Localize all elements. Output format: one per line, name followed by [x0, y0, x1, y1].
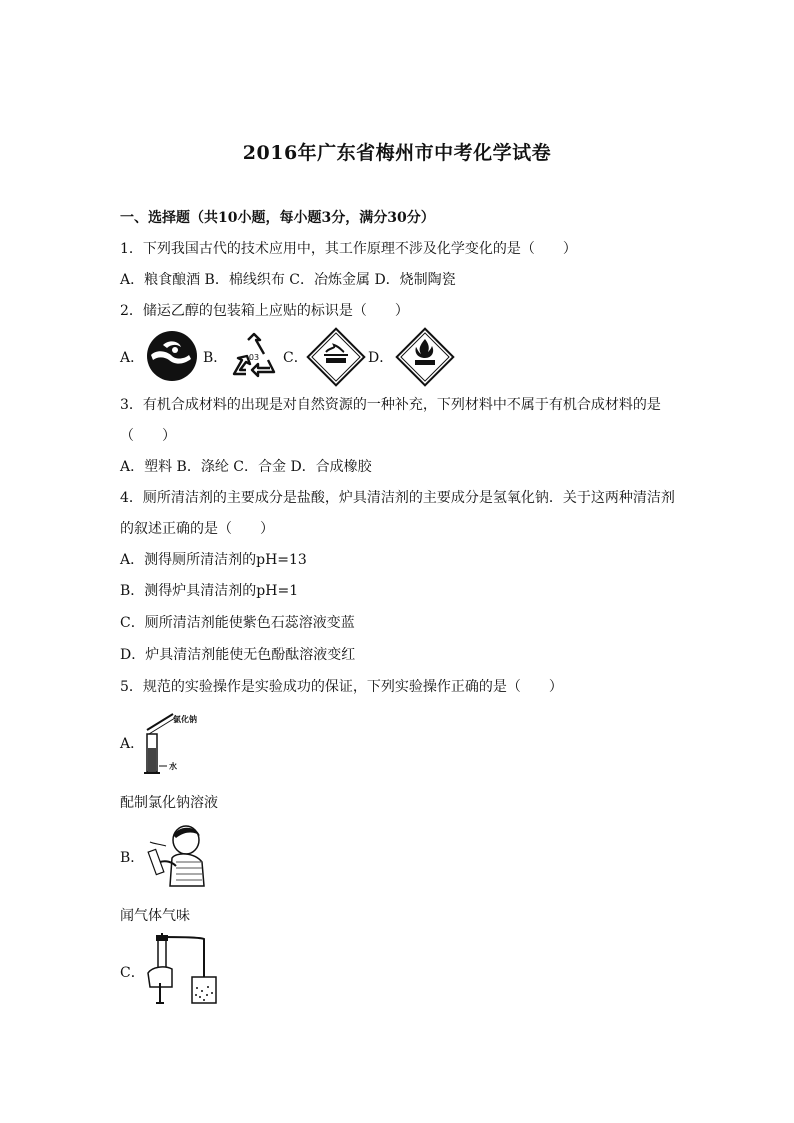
q2-option-d-label: D．	[368, 350, 394, 366]
question-4-stem: 4．厕所清洁剂的主要成分是盐酸，炉具清洁剂的主要成分是氢氧化钠．关于这两种清洁剂	[120, 490, 675, 506]
question-4-option-c: C．厕所清洁剂能使紫色石蕊溶液变蓝	[120, 615, 355, 631]
q5-option-b-caption: 闻气体气味	[120, 908, 190, 924]
question-1-options: A．粮食酿酒 B．棉线织布 C．冶炼金属 D．烧制陶瓷	[120, 272, 456, 288]
question-4-stem-cont: 的叙述正确的是（ ）	[120, 521, 274, 537]
graduated-cylinder-icon	[143, 706, 199, 776]
question-4-option-d: D．炉具清洁剂能使无色酚酞溶液变红	[120, 647, 356, 663]
corrosive-sign-icon	[145, 329, 199, 383]
svg-text:03: 03	[248, 353, 260, 362]
q5-option-b-label: B．	[120, 850, 145, 866]
recycle-sign-icon	[228, 330, 280, 382]
flammable-liquid-sign-icon	[394, 327, 456, 387]
question-5-stem: 5．规范的实验操作是实验成功的保证，下列实验操作正确的是（ ）	[120, 679, 563, 695]
question-4-option-a: A．测得厕所清洁剂的pH=13	[120, 552, 307, 568]
gas-collection-apparatus-icon	[142, 933, 224, 1005]
question-1-stem: 1．下列我国古代的技术应用中，其工作原理不涉及化学变化的是（ ）	[120, 241, 577, 257]
question-2-stem: 2．储运乙醇的包装箱上应贴的标识是（ ）	[120, 303, 409, 319]
flammable-solid-sign-icon	[306, 327, 366, 387]
page-title: 2016年广东省梅州市中考化学试卷	[242, 142, 552, 164]
fig-a-water-label: 水	[169, 762, 177, 771]
question-3-stem-cont: （ ）	[120, 428, 176, 444]
q2-option-a-label: A．	[120, 350, 145, 366]
section-heading: 一、选择题（共10小题，每小题3分，满分30分）	[120, 210, 435, 226]
q5-option-c-label: C．	[120, 965, 145, 981]
question-4-option-b: B．测得炉具清洁剂的pH=1	[120, 583, 299, 599]
q2-option-b-label: B．	[203, 350, 228, 366]
q5-option-a-label: A．	[120, 736, 145, 752]
fig-a-nacl-label: 氯化钠	[173, 715, 197, 724]
question-3-stem: 3．有机合成材料的出现是对自然资源的一种补充，下列材料中不属于有机合成材料的是	[120, 397, 661, 413]
smelling-gas-figure-icon	[146, 822, 208, 888]
q5-option-a-caption: 配制氯化钠溶液	[120, 795, 218, 811]
q2-option-c-label: C．	[283, 350, 308, 366]
question-3-options: A．塑料 B．涤纶 C．合金 D．合成橡胶	[120, 459, 372, 475]
